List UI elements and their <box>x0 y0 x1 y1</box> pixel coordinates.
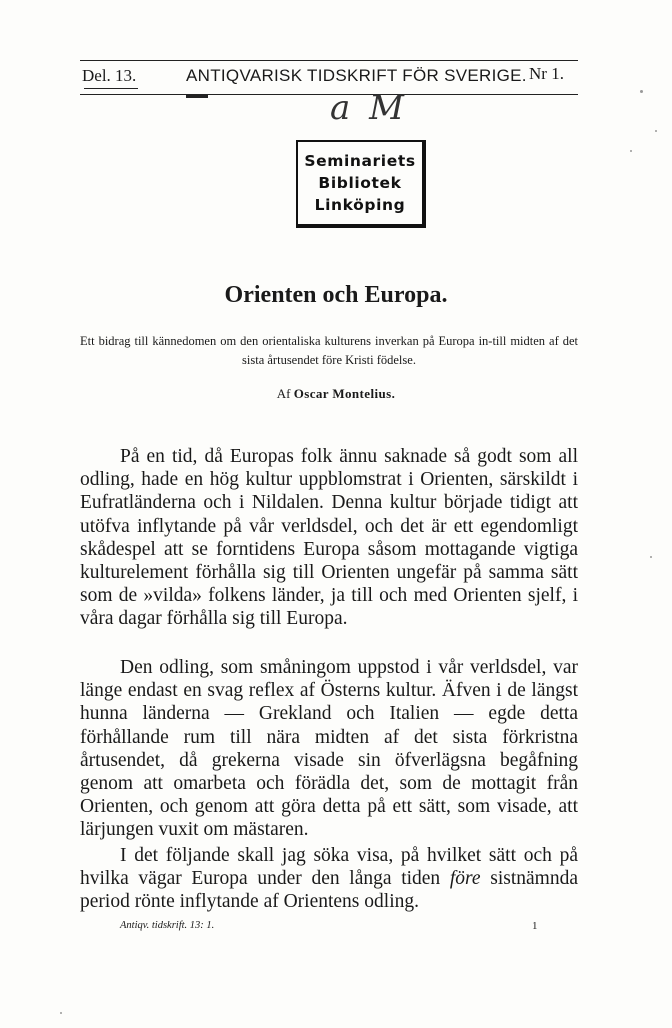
paper-speck <box>630 150 632 152</box>
header-bottom-rule <box>80 94 578 95</box>
paragraph-3-text-b: sistnämnda period rönte inflytande af Orientens odling. <box>80 868 578 913</box>
stamp-line-3: Linköping <box>314 196 406 214</box>
issue-number: Nr 1. <box>529 64 564 83</box>
byline-prefix: Af <box>276 386 291 401</box>
paper-speck <box>640 90 643 93</box>
paragraph-1: På en tid, då Europas folk ännu saknade så godt som all odling, hade en hög kultur uppblomstrat i Orienten, särskildt i Eufratländerna och i Nildalen. Denna kultur började tidigt att utöfva inflytande på vår verldsdel, och det är ett egendomligt skådespel att se forntidens Europa såsom mottagande vigtiga kulturelement förhålla sig till Orienten ungefär på samma sätt som de »vilda» folkens länder, ja till och med Orienten sjelf, i våra dagar förhålla sig till Europa. <box>80 446 578 630</box>
paragraph-3-text-a: I det följande skall jag söka visa, på hvilket sätt och på hvilka vägar Europa under den långa tiden <box>80 845 578 890</box>
volume-underline <box>84 88 138 89</box>
library-stamp <box>296 140 426 228</box>
paragraph-3-emphasis: före <box>449 868 481 890</box>
byline <box>0 386 672 402</box>
author-name: Oscar Montelius. <box>293 386 396 401</box>
footer-signature: Antiqv. tidskrift. 13: 1. <box>120 920 215 931</box>
handwritten-annotation: a M <box>330 88 408 128</box>
paper-speck <box>60 1012 62 1014</box>
volume-label: Del. 13. <box>82 66 137 85</box>
article-subtitle: Ett bidrag till kännedomen om den orientaliska kulturens inverkan på Europa in-till midten af det sista årtusendet före Kristi födelse. <box>80 334 578 367</box>
paper-speck <box>655 130 657 132</box>
ink-mark <box>186 95 208 98</box>
paper-speck <box>650 556 652 558</box>
stamp-line-2: Bibliotek <box>318 174 402 192</box>
paragraph-3 <box>80 844 578 914</box>
paragraph-2: Den odling, som småningom uppstod i vår verldsdel, var länge endast en svag reflex af Österns kultur. Äfven i de längst hunna länderna — Grekland och Italien — egde detta förhållande rum till nära midten af det sista förkristna årtusendet, då grekerna visade sin öfverlägsna begåfning genom att omarbeta och förädla det, som de mottagit från Orienten, och genom att göra detta på ett sätt, som visade, att lärjungen vuxit om mästaren. <box>80 657 578 841</box>
page-number: 1 <box>532 920 538 932</box>
article-title: Orienten och Europa. <box>224 282 448 308</box>
header-top-rule <box>80 60 578 61</box>
journal-title: ANTIQVARISK TIDSKRIFT FÖR SVERIGE. <box>186 66 527 85</box>
stamp-line-1: Seminariets <box>304 152 416 170</box>
